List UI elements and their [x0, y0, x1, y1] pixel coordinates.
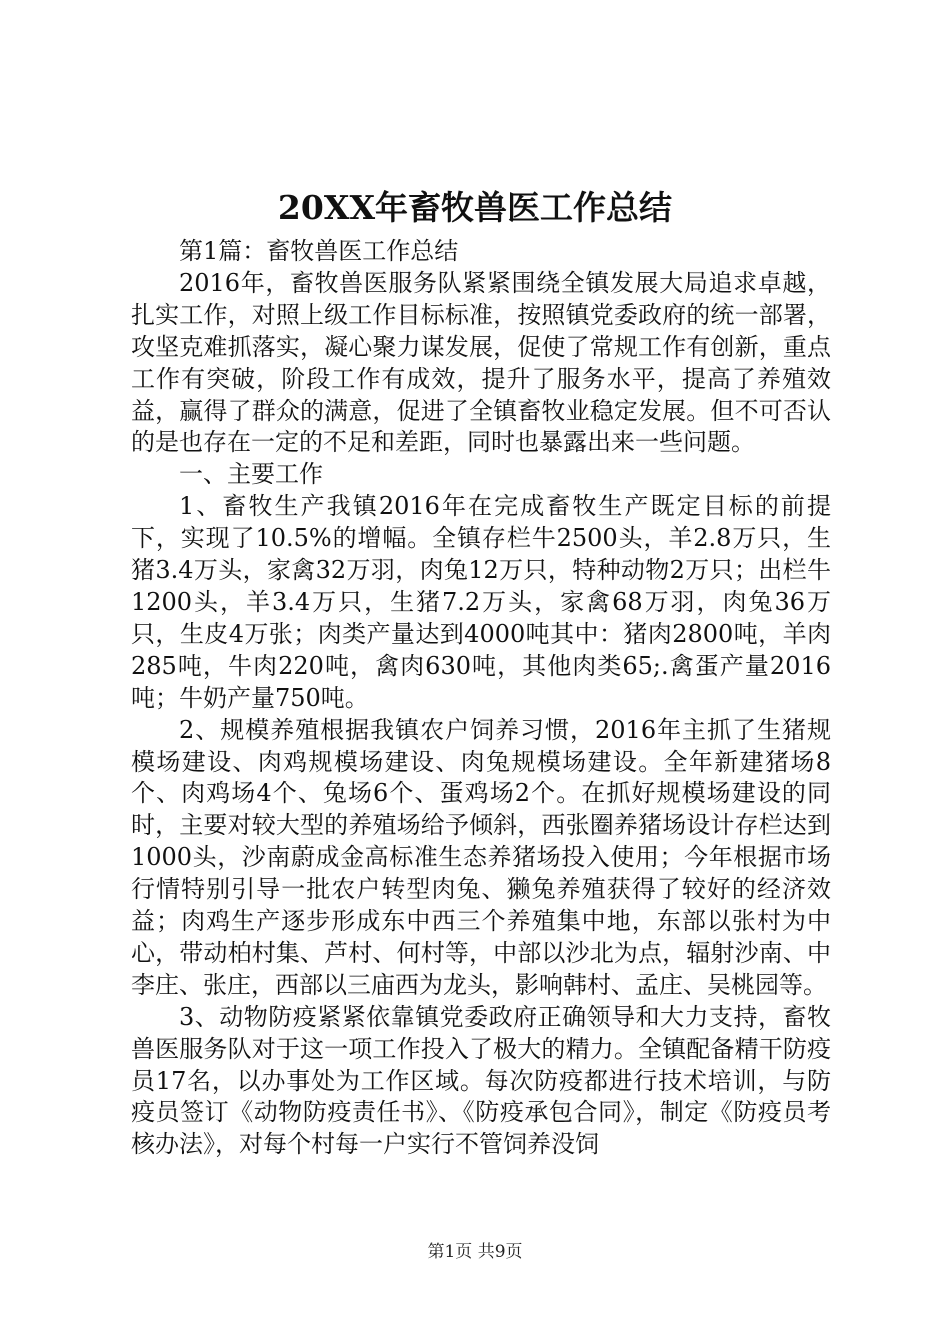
section-heading: 第1篇：畜牧兽医工作总结 [179, 237, 459, 265]
paragraph-item-2: 2、规模养殖根据我镇农户饲养习惯，2016年主抓了生猪规模场建设、肉鸡规模场建设、肉兔规模场建设。全年新建猪场8个、肉鸡场4个、兔场6个、蛋鸡场2个。在抓好规模场建设的同时，主要对较大型的养殖场给予倾斜，西张圈养猪场设计存栏达到1000头，沙南蔚成金高标准生态养猪场投入使用；今年根据市场行情特别引导一批农户转型肉兔、獭兔养殖获得了较好的经济效益；肉鸡生产逐步形成东中西三个养殖集中地，东部以张村为中心，带动柏村集、芦村、何村等，中部以沙北为点，辐射沙南、中李庄、张庄，西部以三庙西为龙头，影响韩村、孟庄、吴桃园等。 [131, 715, 831, 999]
document-body [131, 236, 831, 1161]
paragraph-item-1: 1、畜牧生产我镇2016年在完成畜牧生产既定目标的前提下，实现了10.5%的增幅。全镇存栏牛2500头，羊2.8万只，生猪3.4万头，家禽32万羽，肉兔12万只，特种动物2万只；出栏牛1200头，羊3.4万只，生猪7.2万头，家禽68万羽，肉兔36万只，生皮4万张；肉类产量达到4000吨其中：猪肉2800吨，羊肉285吨，牛肉220吨，禽肉630吨，其他肉类65;.禽蛋产量2016吨；牛奶产量750吨。 [131, 492, 831, 712]
main-work-heading: 一、主要工作 [179, 460, 323, 489]
intro-paragraph: 2016年，畜牧兽医服务队紧紧围绕全镇发展大局追求卓越，扎实工作，对照上级工作目标标准，按照镇党委政府的统一部署，攻坚克难抓落实，凝心聚力谋发展，促使了常规工作有创新，重点工作有突破，阶段工作有成效，提升了服务水平，提高了养殖效益，赢得了群众的满意，促进了全镇畜牧业稳定发展。但不可否认的是也存在一定的不足和差距，同时也暴露出来一些问题。 [131, 268, 831, 457]
page-footer: 第1页 共9页 [427, 1242, 523, 1262]
document-title: 20XX年畜牧兽医工作总结 [277, 188, 673, 227]
paragraph-item-3: 3、动物防疫紧紧依靠镇党委政府正确领导和大力支持，畜牧兽医服务队对于这一项工作投入了极大的精力。全镇配备精干防疫员17名，以办事处为工作区域。每次防疫都进行技术培训，与防疫员签订《动物防疫责任书》、《防疫承包合同》，制定《防疫员考核办法》，对每个村每一户实行不管饲养没饲 [131, 1002, 831, 1159]
